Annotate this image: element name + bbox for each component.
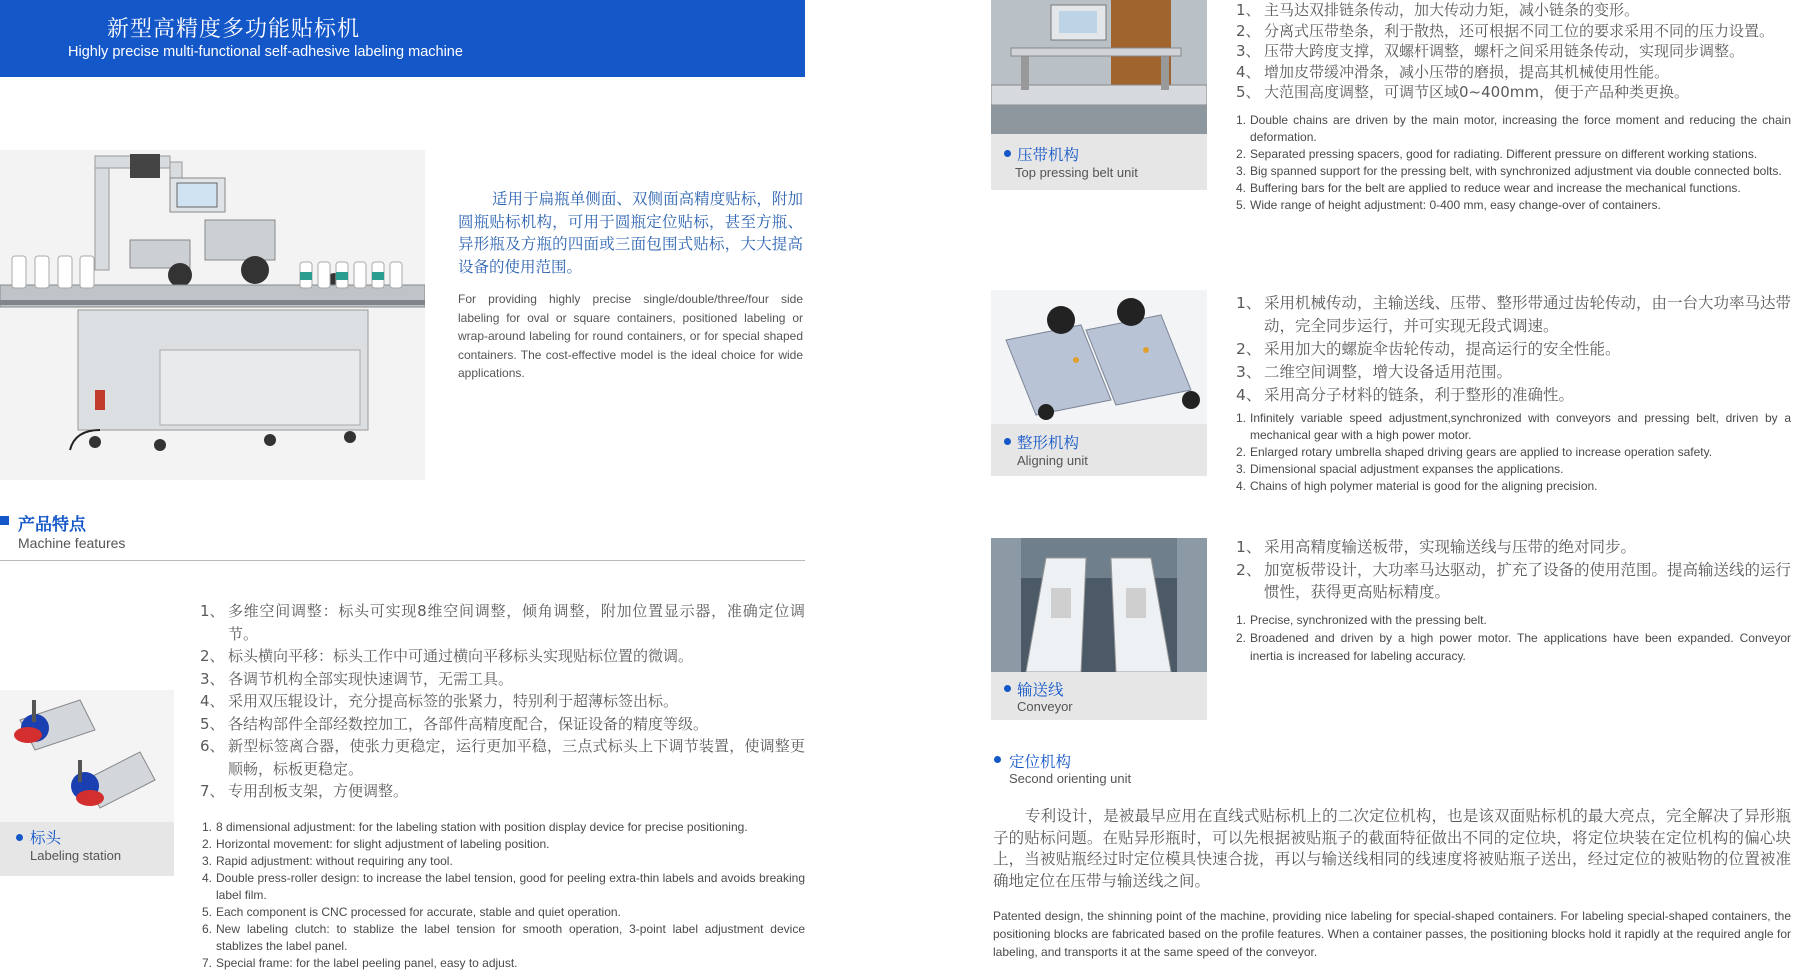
pressing-belt-image bbox=[991, 0, 1207, 134]
labeling-station-card bbox=[0, 690, 174, 876]
list-item: 6. New labeling clutch: to stablize the label tension for smooth operation, 3-point label adjustment device stablizes the label panel. bbox=[202, 922, 805, 953]
caption-dot bbox=[1004, 150, 1011, 157]
list-item: 4. Double press-roller design: to increase the label tension, good for peeling extra-thin labels and avoids breaking label film. bbox=[202, 871, 805, 902]
features-list-en bbox=[202, 819, 805, 972]
pressing-belt-caption-en: Top pressing belt unit bbox=[1015, 165, 1138, 180]
conveyor-caption-en: Conveyor bbox=[1017, 699, 1073, 714]
list-item: 1. Precise, synchronized with the pressing belt. bbox=[1236, 613, 1487, 627]
list-item: 3. Dimensional spacial adjustment expanses the applications. bbox=[1236, 462, 1564, 476]
conveyor-caption-cn: 输送线 bbox=[1017, 681, 1064, 699]
orienting-description-cn: 专利设计，是被最早应用在直线式贴标机上的二次定位机构，也是该双面贴标机的最大亮点，完全解决了异形瓶子的贴标问题。在贴异形瓶时，可以先根据被贴瓶子的截面特征做出不同的定位块，将定位块装在定位机构的偏心块上，当被贴瓶经过时定位模具快速合拢，再以与输送线相同的线速度将被贴瓶子送出，经过定位的被贴物的位置被准确地定位在压带与输送线之间。 bbox=[993, 807, 1791, 890]
orienting-title-cn: 定位机构 bbox=[1009, 753, 1072, 771]
pressing-belt-card bbox=[991, 0, 1207, 190]
list-item: 5. Each component is CNC processed for accurate, stable and quiet operation. bbox=[202, 905, 621, 919]
aligning-list-en bbox=[1236, 410, 1791, 495]
aligning-unit-caption-en: Aligning unit bbox=[1017, 453, 1088, 468]
labeling-station-caption-en: Labeling station bbox=[30, 848, 122, 863]
features-list-cn bbox=[200, 600, 805, 803]
features-title-cn: 产品特点 bbox=[18, 515, 86, 535]
list-item: 2. Enlarged rotary umbrella shaped driving gears are applied to increase operation safety. bbox=[1236, 445, 1713, 459]
pressing-list-cn bbox=[1236, 0, 1791, 103]
list-item: 1. Double chains are driven by the main motor, increasing the force moment and reducing the chain deformation. bbox=[1236, 113, 1791, 144]
list-item: 4、 增加皮带缓冲滑条，减小压带的磨损，提高其机械使用性能。 bbox=[1236, 62, 1670, 81]
caption-dot bbox=[16, 834, 23, 841]
list-item: 3、 二维空间调整，增大设备适用范围。 bbox=[1236, 363, 1513, 381]
title-cn: 新型高精度多功能贴标机 bbox=[107, 17, 361, 42]
intro-en: For providing highly precise single/double/three/four side labeling for oval or square containers, positioned labeling or wrap-around labeling for round containers, or for special shaped containers. The cost-effective model is the ideal choice for wide applications. bbox=[458, 292, 803, 380]
title-en: Highly precise multi-functional self-adhesive labeling machine bbox=[68, 44, 463, 60]
labeling-station-image bbox=[0, 690, 174, 822]
list-item: 2. Broadened and driven by a high power motor. The applications have been expanded. Conveyor inertia is increased for labeling accuracy. bbox=[1236, 631, 1791, 663]
conveyor-card bbox=[991, 538, 1207, 720]
aligning-unit-card bbox=[991, 290, 1207, 476]
orienting-title-en: Second orienting unit bbox=[1009, 771, 1132, 786]
conveyor-image bbox=[991, 538, 1207, 672]
list-item: 5、 大范围高度调整，可调节区域0~400mm，便于产品种类更换。 bbox=[1236, 83, 1689, 101]
list-item: 4. Buffering bars for the belt are applied to reduce wear and increase the mechanical functions. bbox=[1236, 181, 1741, 195]
list-item: 5、 各结构部件全部经数控加工，各部件高精度配合，保证设备的精度等级。 bbox=[200, 714, 709, 733]
list-item: 2、 标头横向平移：标头工作中可通过横向平移标头实现贴标位置的微调。 bbox=[200, 647, 694, 665]
list-item: 1、 多维空间调整：标头可实现8维空间调整，倾角调整，附加位置显示器，准确定位调节。 bbox=[200, 602, 805, 643]
section-bullet bbox=[0, 516, 9, 525]
list-item: 6、 新型标签离合器，使张力更稳定，运行更加平稳，三点式标头上下调节装置，使调整更顺畅，标板更稳定。 bbox=[200, 737, 805, 778]
aligning-unit-image bbox=[991, 290, 1207, 424]
features-title-en: Machine features bbox=[18, 535, 126, 551]
list-item: 5. Wide range of height adjustment: 0-400 mm, easy change-over of containers. bbox=[1236, 198, 1661, 212]
list-item: 4、 采用双压辊设计，充分提高标签的张紧力，特别利于超薄标签出标。 bbox=[200, 692, 679, 710]
list-item: 1. Infinitely variable speed adjustment,synchronized with conveyors and pressing belt, driven by a mechanical gear with a high power motor. bbox=[1236, 411, 1791, 442]
list-item: 4、 采用高分子材料的链条，利于整形的准确性。 bbox=[1236, 386, 1575, 404]
list-item: 3. Rapid adjustment: without requiring any tool. bbox=[202, 854, 453, 868]
list-item: 1、 主马达双排链条传动，加大传动力矩，减小链条的变形。 bbox=[1236, 1, 1640, 19]
aligning-unit-caption-cn: 整形机构 bbox=[1017, 434, 1080, 452]
labeling-machine-image bbox=[0, 150, 425, 480]
list-item: 3、 压带大跨度支撑，双螺杆调整，螺杆之间采用链条传动，实现同步调整。 bbox=[1236, 42, 1745, 60]
pressing-list-en bbox=[1236, 112, 1791, 214]
conveyor-list-en bbox=[1236, 611, 1791, 665]
pressing-belt-caption-cn: 压带机构 bbox=[1017, 146, 1080, 164]
list-item: 1、 采用高精度输送板带，实现输送线与压带的绝对同步。 bbox=[1236, 538, 1637, 556]
aligning-list-cn bbox=[1236, 292, 1791, 407]
conveyor-list-cn bbox=[1236, 536, 1791, 604]
list-item: 2. Horizontal movement: for slight adjustment of labeling position. bbox=[202, 837, 550, 851]
intro-cn: 适用于扁瓶单侧面、双侧面高精度贴标，附加圆瓶贴标机构，可用于圆瓶定位贴标，甚至方瓶、异形瓶及方瓶的四面或三面包围式贴标，大大提高设备的使用范围。 bbox=[458, 190, 803, 276]
list-item: 2. Separated pressing spacers, good for radiating. Different pressure on different working stations. bbox=[1236, 147, 1758, 161]
list-item: 7. Special frame: for the label peeling panel, easy to adjust. bbox=[202, 956, 518, 970]
list-item: 4. Chains of high polymer material is good for the aligning precision. bbox=[1236, 479, 1598, 493]
list-item: 2、 加宽板带设计，大功率马达驱动，扩充了设备的使用范围。提高输送线的运行惯性，获得更高贴标精度。 bbox=[1236, 560, 1792, 601]
list-item: 7、 专用刮板支架，方便调整。 bbox=[200, 782, 409, 800]
list-item: 3. Big spanned support for the pressing belt, with synchronized adjustment via double connected bolts. bbox=[1236, 164, 1782, 178]
list-item: 3、 各调节机构全部实现快速调节，无需工具。 bbox=[200, 669, 514, 688]
caption-dot bbox=[1004, 685, 1011, 692]
labeling-station-caption-cn: 标头 bbox=[30, 829, 62, 847]
list-item: 2、 采用加大的螺旋伞齿轮传动，提高运行的安全性能。 bbox=[1236, 340, 1621, 358]
list-item: 2、 分离式压带垫条，利于散热，还可根据不同工位的要求采用不同的压力设置。 bbox=[1236, 21, 1775, 40]
divider bbox=[0, 560, 805, 561]
list-item: 1. 8 dimensional adjustment: for the labeling station with position display device for precise positioning. bbox=[202, 820, 748, 834]
list-item: 1、 采用机械传动，主输送线、压带、整形带通过齿轮传动，由一台大功率马达带动，完全同步运行，并可实现无段式调速。 bbox=[1236, 294, 1792, 335]
caption-dot bbox=[1004, 438, 1011, 445]
caption-dot bbox=[994, 756, 1001, 763]
header-banner bbox=[0, 0, 805, 77]
orienting-description-en: Patented design, the shinning point of the machine, providing nice labeling for special-shaped containers. For labeling special-shaped containers, the positioning blocks are fabricated based on the profile features. When a container passes, the positioning blocks hold it rapidly at the required angle for labeling, and transports it at the same speed of the conveyor. bbox=[993, 909, 1791, 959]
